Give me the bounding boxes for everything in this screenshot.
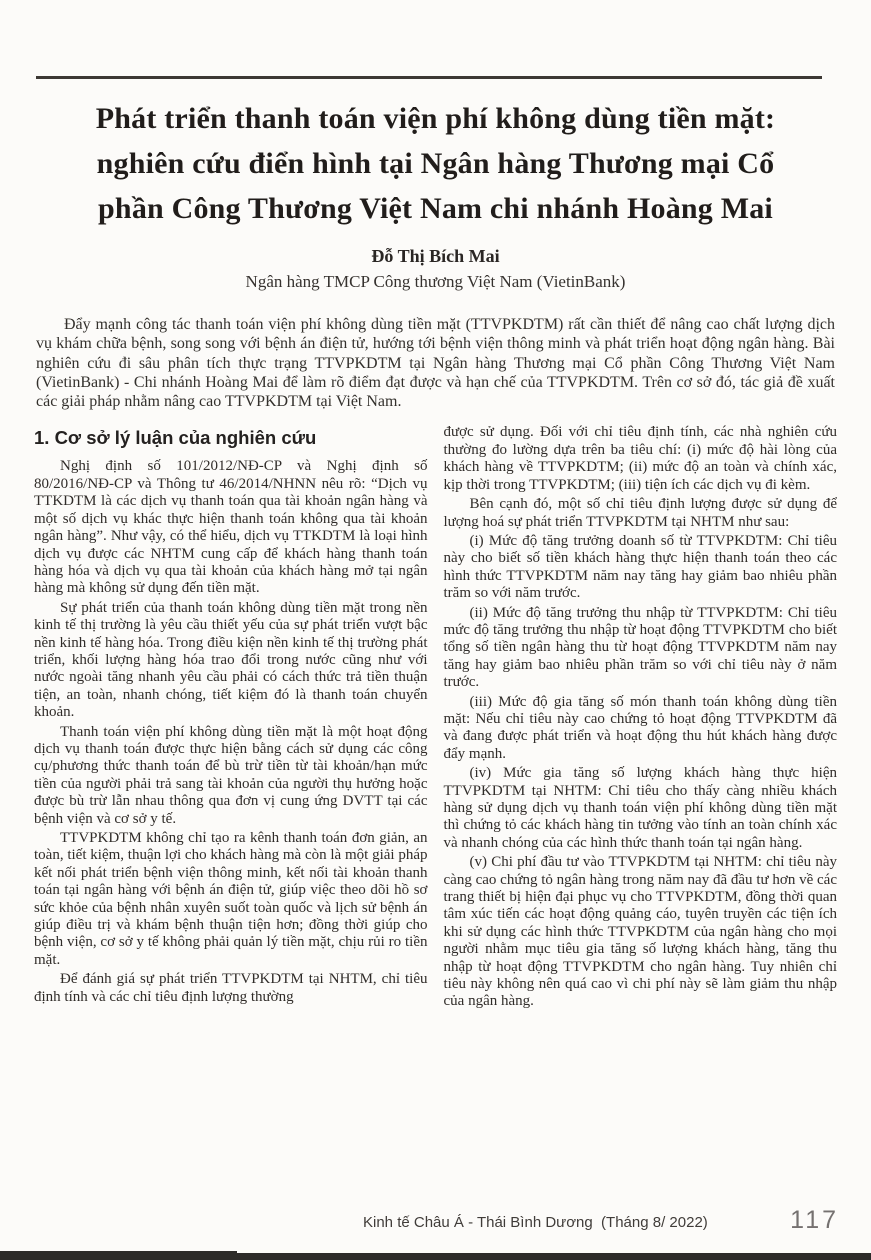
- paragraph: (v) Chi phí đầu tư vào TTVPKDTM tại NHTM: chỉ tiêu này càng cao chứng tỏ ngân hàng trong năm nay đã đầu tư hơn về các trang thiết bị hiện đại phục vụ cho TTVPKDTM, đồng thời quan tâm xúc tiến các hoạt động quảng cáo, tuyên truyền các tiện ích khi sử dụng các hình thức TTVPKDTM của ngân hàng cho mọi người nhằm mục tiêu gia tăng số lượng khách hàng, tăng thu nhập từ hoạt động TTVPKDTM cho ngân hàng. Tuy nhiên chỉ tiêu này không nên quá cao vì chi phí này sẽ làm giảm thu nhập của ngân hàng.: [443, 854, 837, 1010]
- paragraph: (iii) Mức độ gia tăng số món thanh toán không dùng tiền mặt: Nếu chỉ tiêu này cao chứng tỏ hoạt động TTVPKDTM đã và đang được phát triển và hoạt động thu hút khách hàng được đẩy mạnh.: [443, 693, 837, 762]
- paragraph: Sự phát triển của thanh toán không dùng tiền mặt trong nền kinh tế thị trường là yêu cầu thiết yếu của sự phát triển vượt bậc nền kinh tế hàng hóa. Trong điều kiện nền kinh tế thị trường phát triển, khối lượng hàng hóa trao đổi trong nước cũng như với nước ngoài tăng nhanh yêu cầu phải có cách thức trả tiền thuận tiện, an toàn, nhanh chóng, tiết kiệm đó là thanh toán chuyển khoản.: [34, 599, 428, 721]
- author-name: Đỗ Thị Bích Mai: [371, 246, 500, 266]
- paragraph: Nghị định số 101/2012/NĐ-CP và Nghị định số 80/2016/NĐ-CP và Thông tư 46/2014/NHNN nêu rõ: “Dịch vụ TTKDTM là các dịch vụ thanh toán qua tài khoản ngân hàng và một số dịch vụ khác thực hiện thanh toán không qua tài khoản ngân hàng”. Như vậy, có thể hiểu, dịch vụ TTKDTM là loại hình dịch vụ được các NHTM cung cấp để khách hàng thanh toán hàng hóa và dịch vụ qua tài khoản của khách hàng mở tại ngân hàng mà không sử dụng đến tiền mặt.: [34, 458, 428, 597]
- paragraph: Bên cạnh đó, một số chỉ tiêu định lượng được sử dụng để lượng hoá sự phát triển TTVPKDTM tại NHTM như sau:: [443, 496, 837, 530]
- paragraph: Để đánh giá sự phát triển TTVPKDTM tại NHTM, chỉ tiêu định tính và các chỉ tiêu định lượng thường: [34, 971, 428, 1005]
- paragraph: (i) Mức độ tăng trưởng doanh số từ TTVPKDTM: Chỉ tiêu này cho biết số tiền khách hàng thực hiện thanh toán theo các hình thức TTVPKDTM năm nay tăng hay giảm bao nhiêu phần trăm so với năm trước.: [443, 532, 837, 602]
- header-divider: [36, 76, 822, 79]
- paragraph: Thanh toán viện phí không dùng tiền mặt là một hoạt động dịch vụ thanh toán được thực hiện bằng cách sử dụng các công cụ/phương thức thanh toán để bù trừ tiền từ tài khoản/hạn mức tiền của người phải trả sang tài khoản của người thụ hưởng hoặc được bù trừ lẫn nhau thông qua đơn vị cung ứng DVTT tại các bệnh viện và cơ sở y tế.: [34, 723, 428, 827]
- section-heading: 1. Cơ sở lý luận của nghiên cứu: [34, 427, 317, 449]
- author-affiliation: Ngân hàng TMCP Công thương Việt Nam (VietinBank): [245, 272, 626, 291]
- paragraph: TTVPKDTM không chỉ tạo ra kênh thanh toán đơn giản, an toàn, tiết kiệm, thuận lợi cho khách hàng mà còn là một giải pháp kết nối phát triển bệnh viện thông minh, kết nối tài khoản thanh toán tại ngân hàng với bệnh án điện tử, giúp việc theo dõi hồ sơ sức khỏe của bệnh nhân xuyên suốt toàn quốc và lịch sử bệnh án giúp điều trị và khám bệnh thuận tiện hơn; đồng thời giúp cho bệnh viện, cơ sở y tế không phải quản lý tiền mặt, chịu rủi ro tiền mặt.: [34, 830, 428, 968]
- abstract-paragraph: Đẩy mạnh công tác thanh toán viện phí không dùng tiền mặt (TTVPKDTM) rất cần thiết để nâng cao chất lượng dịch vụ khám chữa bệnh, song song với bệnh án điện tử, hướng tới bệnh viện thông minh và phát triển hoạt động ngân hàng. Bài nghiên cứu đi sâu phân tích thực trạng TTVPKDTM tại Ngân hàng Thương mại Cổ phần Công Thương Việt Nam (VietinBank) - Chi nhánh Hoàng Mai để làm rõ điểm đạt được và hạn chế của TTVPKDTM. Trên cơ sở đó, tác giả đề xuất các giải pháp nhằm nâng cao TTVPKDTM tại Việt Nam.: [36, 316, 835, 411]
- two-column-body: [34, 424, 837, 1012]
- column-left: [34, 424, 428, 1012]
- paragraph: (ii) Mức độ tăng trưởng thu nhập từ TTVPKDTM: Chỉ tiêu mức độ tăng trưởng thu nhập từ hoạt động TTVPKDTM cho biết tổng số tiền ngân hàng thu từ hoạt động TTVPKDTM năm nay tăng hay giảm bao nhiêu phần trăm so với chỉ tiêu này ở năm trước.: [443, 604, 837, 691]
- column-right: [444, 424, 838, 1012]
- journal-name: Kinh tế Châu Á - Thái Bình Dương (Tháng 8/ 2022): [363, 1214, 708, 1231]
- page-number: 117: [790, 1206, 839, 1234]
- title-line: phần Công Thương Việt Nam chi nhánh Hoàng Mai: [98, 192, 773, 225]
- paragraph: (iv) Mức gia tăng số lượng khách hàng thực hiện TTVPKDTM tại NHTM: Chỉ tiêu cho thấy càng nhiều khách hàng sử dụng dịch vụ thanh toán viện phí không dùng tiền mặt thì chứng tỏ các khách hàng tin tưởng vào tính an toàn chính xác và nhanh chóng của các hình thức thanh toán tại ngân hàng.: [443, 765, 837, 851]
- title-line: nghiên cứu điển hình tại Ngân hàng Thương mại Cổ: [96, 147, 775, 180]
- scan-edge: [0, 1253, 871, 1260]
- paragraph: được sử dụng. Đối với chỉ tiêu định tính, các nhà nghiên cứu thường đo lường dựa trên ba tiêu chí: (i) mức độ hài lòng của khách hàng về TTVPKDTM; (ii) mức độ an toàn và chính xác, kịp thời trong TTVPKDTM; (iii) tiện ích các dịch vụ đi kèm.: [443, 424, 837, 493]
- page-footer: [0, 1206, 871, 1238]
- title-line: Phát triển thanh toán viện phí không dùng tiền mặt:: [95, 102, 776, 135]
- page-title: [30, 96, 841, 231]
